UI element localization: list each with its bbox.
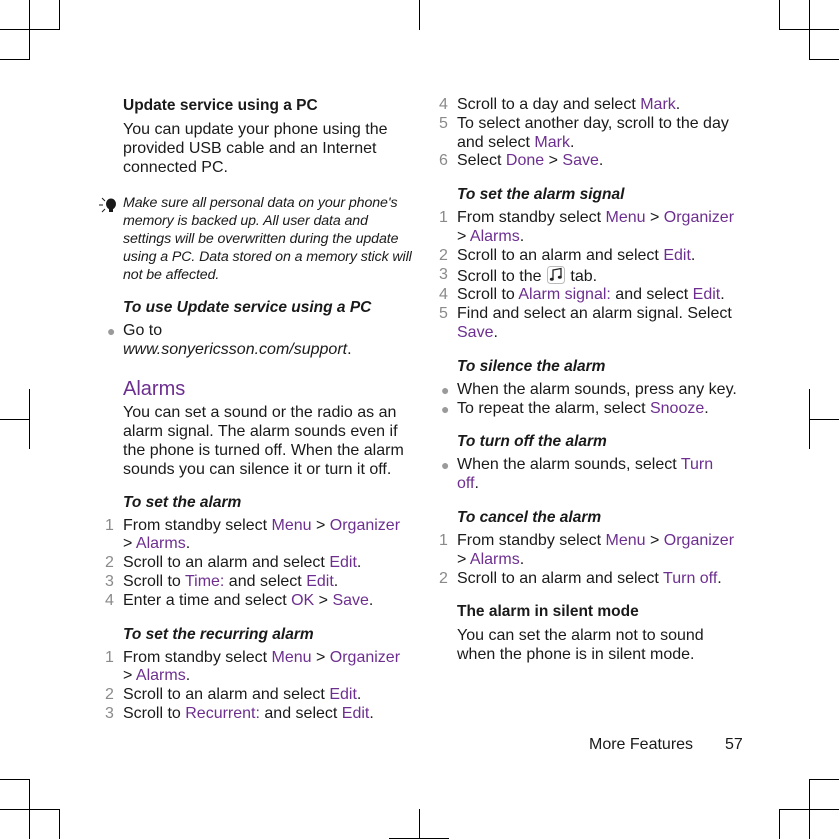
period: .	[356, 554, 362, 572]
step-number: 4	[105, 591, 114, 609]
alarms-label: Alarms	[469, 227, 520, 245]
list-item	[105, 704, 415, 724]
crop-mark	[809, 779, 810, 839]
step-text: Scroll to the	[457, 267, 546, 285]
turn-off-label: Turn off	[663, 569, 718, 587]
crop-mark	[29, 0, 30, 60]
edit-label: Edit	[692, 286, 721, 304]
crop-mark	[779, 809, 780, 839]
edit-label: Edit	[341, 704, 370, 722]
done-label: Done	[505, 152, 545, 170]
crop-mark	[419, 0, 420, 30]
period: .	[185, 667, 191, 685]
separator: >	[645, 531, 664, 549]
use-update-list	[107, 322, 415, 360]
step-text: Scroll to an alarm and select	[457, 246, 664, 264]
alarm-signal-label: Alarm signal:	[518, 286, 611, 304]
crop-mark	[29, 779, 30, 839]
list-item	[107, 322, 415, 360]
snooze-label: Snooze	[649, 399, 705, 417]
list-item	[439, 286, 749, 305]
organizer-label: Organizer	[329, 516, 401, 534]
step-text: From standby select	[457, 531, 606, 549]
list-item	[105, 591, 415, 611]
crop-mark	[29, 389, 30, 449]
period: .	[704, 399, 709, 417]
crop-mark	[0, 809, 60, 810]
lightbulb-icon	[99, 195, 119, 215]
step-number: 3	[439, 265, 448, 283]
list-item	[439, 569, 749, 589]
step-number: 5	[439, 114, 448, 132]
separator: >	[311, 516, 330, 534]
step-number: 3	[105, 572, 114, 590]
menu-label: Menu	[605, 531, 646, 549]
separator: >	[645, 209, 664, 227]
step-text: Scroll to	[123, 572, 185, 590]
bullet-text: To repeat the alarm, select	[457, 399, 650, 417]
page-number: 57	[725, 736, 743, 753]
step-text: Scroll to	[123, 704, 186, 722]
left-column	[105, 96, 415, 724]
crop-mark	[0, 29, 60, 30]
save-label: Save	[562, 152, 599, 170]
edit-label: Edit	[329, 554, 357, 572]
list-item	[105, 648, 415, 687]
turn-off-alarm-list	[441, 456, 749, 494]
crop-mark	[809, 389, 810, 449]
list-item	[439, 209, 749, 247]
step-text: and select	[224, 572, 307, 590]
crop-mark	[59, 0, 60, 30]
support-link[interactable]: www.sonyericsson.com/support	[123, 340, 348, 358]
step-number: 1	[105, 516, 114, 534]
crop-mark	[0, 779, 30, 780]
list-item	[441, 399, 749, 419]
step-text: Scroll to a day and select	[457, 96, 641, 113]
cancel-alarm-heading: To cancel the alarm	[457, 508, 602, 526]
alarms-label: Alarms	[135, 667, 186, 685]
period: .	[356, 686, 362, 704]
edit-label: Edit	[329, 686, 357, 704]
alarm-signal-steps	[439, 209, 749, 343]
crop-mark	[419, 809, 420, 839]
crop-mark	[809, 779, 839, 780]
period: .	[569, 133, 575, 151]
menu-label: Menu	[605, 209, 646, 227]
separator: >	[311, 648, 330, 666]
step-text: and select	[610, 286, 693, 304]
alarms-label: Alarms	[469, 550, 520, 568]
organizer-label: Organizer	[329, 648, 401, 666]
step-number: 1	[105, 648, 114, 666]
set-alarm-steps	[105, 516, 415, 611]
step-text: From standby select	[123, 648, 272, 666]
crop-mark	[779, 0, 780, 30]
bullet-icon: ●	[441, 400, 450, 417]
step-text: To select another day, scroll to the day and select	[457, 114, 729, 151]
mark-label: Mark	[534, 133, 570, 151]
recurring-alarm-steps-continued	[439, 96, 749, 171]
separator: >	[544, 152, 563, 170]
list-item	[105, 572, 415, 592]
step-text: From standby select	[457, 209, 606, 227]
right-column	[439, 96, 749, 664]
period: .	[493, 323, 498, 341]
step-text: From standby select	[123, 516, 272, 534]
recurring-alarm-steps	[105, 648, 415, 724]
recurrent-label: Recurrent:	[185, 704, 260, 722]
recurring-alarm-heading: To set the recurring alarm	[123, 625, 314, 643]
alarms-text: You can set a sound or the radio as an alarm signal. The alarm sounds even if the phone is turned off. When the alarm sounds you can silence it or turn it off.	[123, 403, 404, 478]
footer-section-name: More Features	[589, 736, 694, 753]
list-item	[105, 554, 415, 573]
list-item	[439, 531, 749, 570]
silent-mode-text: You can set the alarm not to sound when the phone is in silent mode.	[457, 627, 704, 664]
use-update-heading: To use Update service using a PC	[123, 299, 372, 316]
separator: >	[123, 667, 136, 685]
tip-note	[123, 194, 415, 284]
step-number: 1	[439, 209, 448, 227]
step-number: 6	[439, 152, 448, 170]
save-label: Save	[457, 323, 494, 341]
period: .	[690, 246, 696, 264]
menu-label: Menu	[271, 516, 312, 534]
step-number: 1	[439, 531, 448, 549]
step-number: 3	[105, 704, 114, 722]
period: .	[368, 591, 374, 609]
silent-mode-heading: The alarm in silent mode	[457, 603, 639, 621]
list-item	[439, 114, 749, 153]
organizer-label: Organizer	[663, 531, 735, 549]
period: .	[519, 550, 525, 568]
crop-mark	[809, 419, 839, 420]
bullet-text: When the alarm sounds, press any key.	[457, 380, 737, 398]
cancel-alarm-steps	[439, 531, 749, 588]
period: .	[717, 569, 722, 587]
bullet-icon: ●	[441, 457, 450, 474]
list-item	[105, 516, 415, 555]
edit-label: Edit	[306, 572, 334, 590]
turn-off-alarm-heading: To turn off the alarm	[457, 433, 607, 451]
period: .	[347, 340, 352, 358]
separator: >	[457, 550, 470, 568]
step-number: 2	[105, 686, 114, 704]
step-number: 2	[105, 554, 114, 572]
period: .	[519, 227, 525, 245]
crop-mark	[809, 0, 810, 60]
step-text: tab.	[565, 267, 598, 285]
crop-mark	[809, 59, 839, 60]
list-item	[439, 246, 749, 266]
period: .	[675, 96, 681, 113]
step-text: Find and select an alarm signal. Select	[457, 305, 732, 323]
separator: >	[457, 227, 470, 245]
step-text: Scroll to an alarm and select	[123, 554, 330, 572]
crop-mark	[59, 809, 60, 839]
update-service-heading: Update service using a PC	[123, 97, 318, 114]
alarm-signal-heading: To set the alarm signal	[457, 186, 625, 204]
bullet-icon: ●	[441, 381, 450, 398]
step-number: 2	[439, 569, 448, 587]
silence-alarm-list	[441, 380, 749, 419]
mark-label: Mark	[640, 96, 676, 113]
crop-mark	[0, 59, 30, 60]
period: .	[333, 572, 339, 590]
step-text: Enter a time and select	[123, 591, 292, 609]
step-text: Scroll to	[457, 286, 519, 304]
step-text: Scroll to an alarm and select	[123, 686, 330, 704]
bullet-icon: ●	[107, 323, 116, 339]
organizer-label: Organizer	[663, 209, 735, 227]
set-alarm-heading: To set the alarm	[123, 493, 242, 511]
music-note-icon	[547, 266, 565, 284]
period: .	[369, 704, 374, 722]
list-item	[439, 265, 749, 287]
list-item	[439, 152, 749, 171]
crop-mark	[0, 419, 30, 420]
period: .	[474, 475, 479, 493]
edit-label: Edit	[663, 246, 691, 264]
step-number: 5	[439, 305, 448, 323]
separator: >	[314, 591, 333, 609]
save-label: Save	[332, 591, 369, 609]
period: .	[598, 152, 604, 170]
step-number: 2	[439, 246, 448, 264]
menu-label: Menu	[271, 648, 312, 666]
list-item	[105, 686, 415, 705]
step-text: and select	[259, 704, 342, 722]
list-item	[439, 305, 749, 343]
turn-off-label: Turn off	[457, 456, 714, 493]
step-number: 4	[439, 96, 448, 113]
list-item	[441, 380, 749, 400]
step-text: Scroll to an alarm and select	[457, 569, 664, 587]
tip-text: Make sure all personal data on your phone's memory is backed up. All user data and settings will be overwritten during the update using a PC. Data stored on a memory stick will not be affected.	[123, 195, 412, 283]
time-label: Time:	[184, 572, 225, 590]
bullet-text: When the alarm sounds, select	[457, 456, 681, 474]
ok-label: OK	[291, 591, 315, 609]
alarms-title: Alarms	[123, 377, 186, 400]
update-service-text: You can update your phone using the provided USB cable and an Internet connected PC.	[123, 121, 388, 176]
period: .	[185, 535, 191, 553]
silence-alarm-heading: To silence the alarm	[457, 357, 606, 375]
goto-text: Go to	[123, 322, 163, 339]
list-item	[439, 96, 749, 115]
step-number: 4	[439, 286, 448, 304]
step-text: Select	[457, 152, 506, 170]
alarms-label: Alarms	[135, 535, 186, 553]
list-item	[441, 456, 749, 494]
separator: >	[123, 535, 136, 553]
period: .	[720, 286, 725, 304]
